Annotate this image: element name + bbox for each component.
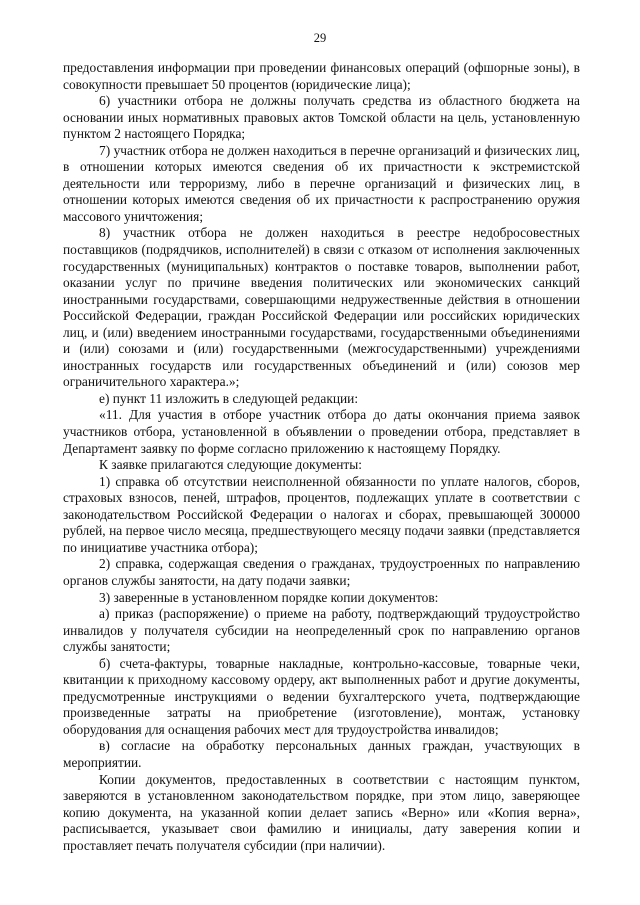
paragraph: К заявке прилагаются следующие документы: (99, 457, 363, 473)
paragraph: предоставления информации при проведении финансовых операций (офшорные зоны), в совокупности превышает 50 процентов (юридические лица); (63, 60, 580, 92)
paragraph: 3) заверенные в установленном порядке копии документов: (99, 589, 439, 605)
paragraph: 8) участник отбора не должен находиться в реестре недобросовестных поставщиков (подрядчиков, исполнителей) в связи с отказом от исполнения заключенных государственных (муниципальных) контрактов о поставке товаров, выполнении работ, оказании услуг по причине введения политических или экономических санкций иностранными государствами, совершающими недружественные действия в отношении Российской Федерации, граждан Российской Федерации или российских юридических лиц, и (или) введением иностранными государствами, государственными объединениями и (или) союзами и (или) государственными (межгосударственными) учреждениями иностранных государств или государственных объединений и (или) союзов мер ограничительного характера.»; (63, 225, 580, 390)
paragraph: 1) справка об отсутствии неисполненной обязанности по уплате налогов, сборов, страховых взносов, пеней, штрафов, процентов, подлежащих уплате в соответствии с законодательством Российской Федерации о налогах и сборах, превышающей 300000 рублей, на первое число месяца, предшествующего месяцу подачи заявки (представляется по инициативе участника отбора); (63, 473, 580, 555)
paragraph: «11. Для участия в отборе участник отбора до даты окончания приема заявок участников отбора, установленной в объявлении о проведении отбора, представляет в Департамент заявку по форме согласно приложению к настоящему Порядку. (63, 407, 580, 456)
paragraph: в) согласие на обработку персональных данных граждан, участвующих в мероприятии. (63, 738, 580, 770)
document-body (63, 60, 580, 854)
page-number: 29 (313, 31, 327, 45)
paragraph: 2) справка, содержащая сведения о гражданах, трудоустроенных по направлению органов службы занятости, на дату подачи заявки; (63, 556, 580, 588)
paragraph: 6) участники отбора не должны получать средства из областного бюджета на основании иных нормативных правовых актов Томской области на цель, установленную пунктом 2 настоящего Порядка; (63, 93, 580, 142)
paragraph: б) счета-фактуры, товарные накладные, контрольно-кассовые, товарные чеки, квитанции к приходному кассовому ордеру, акт выполненных работ и другие документы, предусмотренные инструкциями о ведении бухгалтерского учета, подтверждающие произведенные затраты на приобретение (изготовление), монтаж, установку оборудования для оснащения рабочих мест для трудоустройства инвалидов; (63, 655, 580, 737)
paragraph: 7) участник отбора не должен находиться в перечне организаций и физических лиц, в отношении которых имеются сведения об их причастности к экстремистской деятельности или терроризму, либо в перечне организаций и физических лиц, в отношении которых имеются сведения об их причастности к распространению оружия массового уничтожения; (63, 142, 580, 224)
paragraph: Копии документов, предоставленных в соответствии с настоящим пунктом, заверяются в установленном законодательством порядке, при этом лицо, заверяющее копию документа, на указанной копии делает запись «Верно» или «Копия верна», расписывается, указывает свои фамилию и инициалы, дату заверения копии и проставляет печать получателя субсидии (при наличии). (63, 771, 580, 853)
paragraph: а) приказ (распоряжение) о приеме на работу, подтверждающий трудоустройство инвалидов у получателя субсидии на неопределенный срок по направлению органов службы занятости; (63, 606, 580, 655)
paragraph: е) пункт 11 изложить в следующей редакции: (99, 390, 359, 406)
